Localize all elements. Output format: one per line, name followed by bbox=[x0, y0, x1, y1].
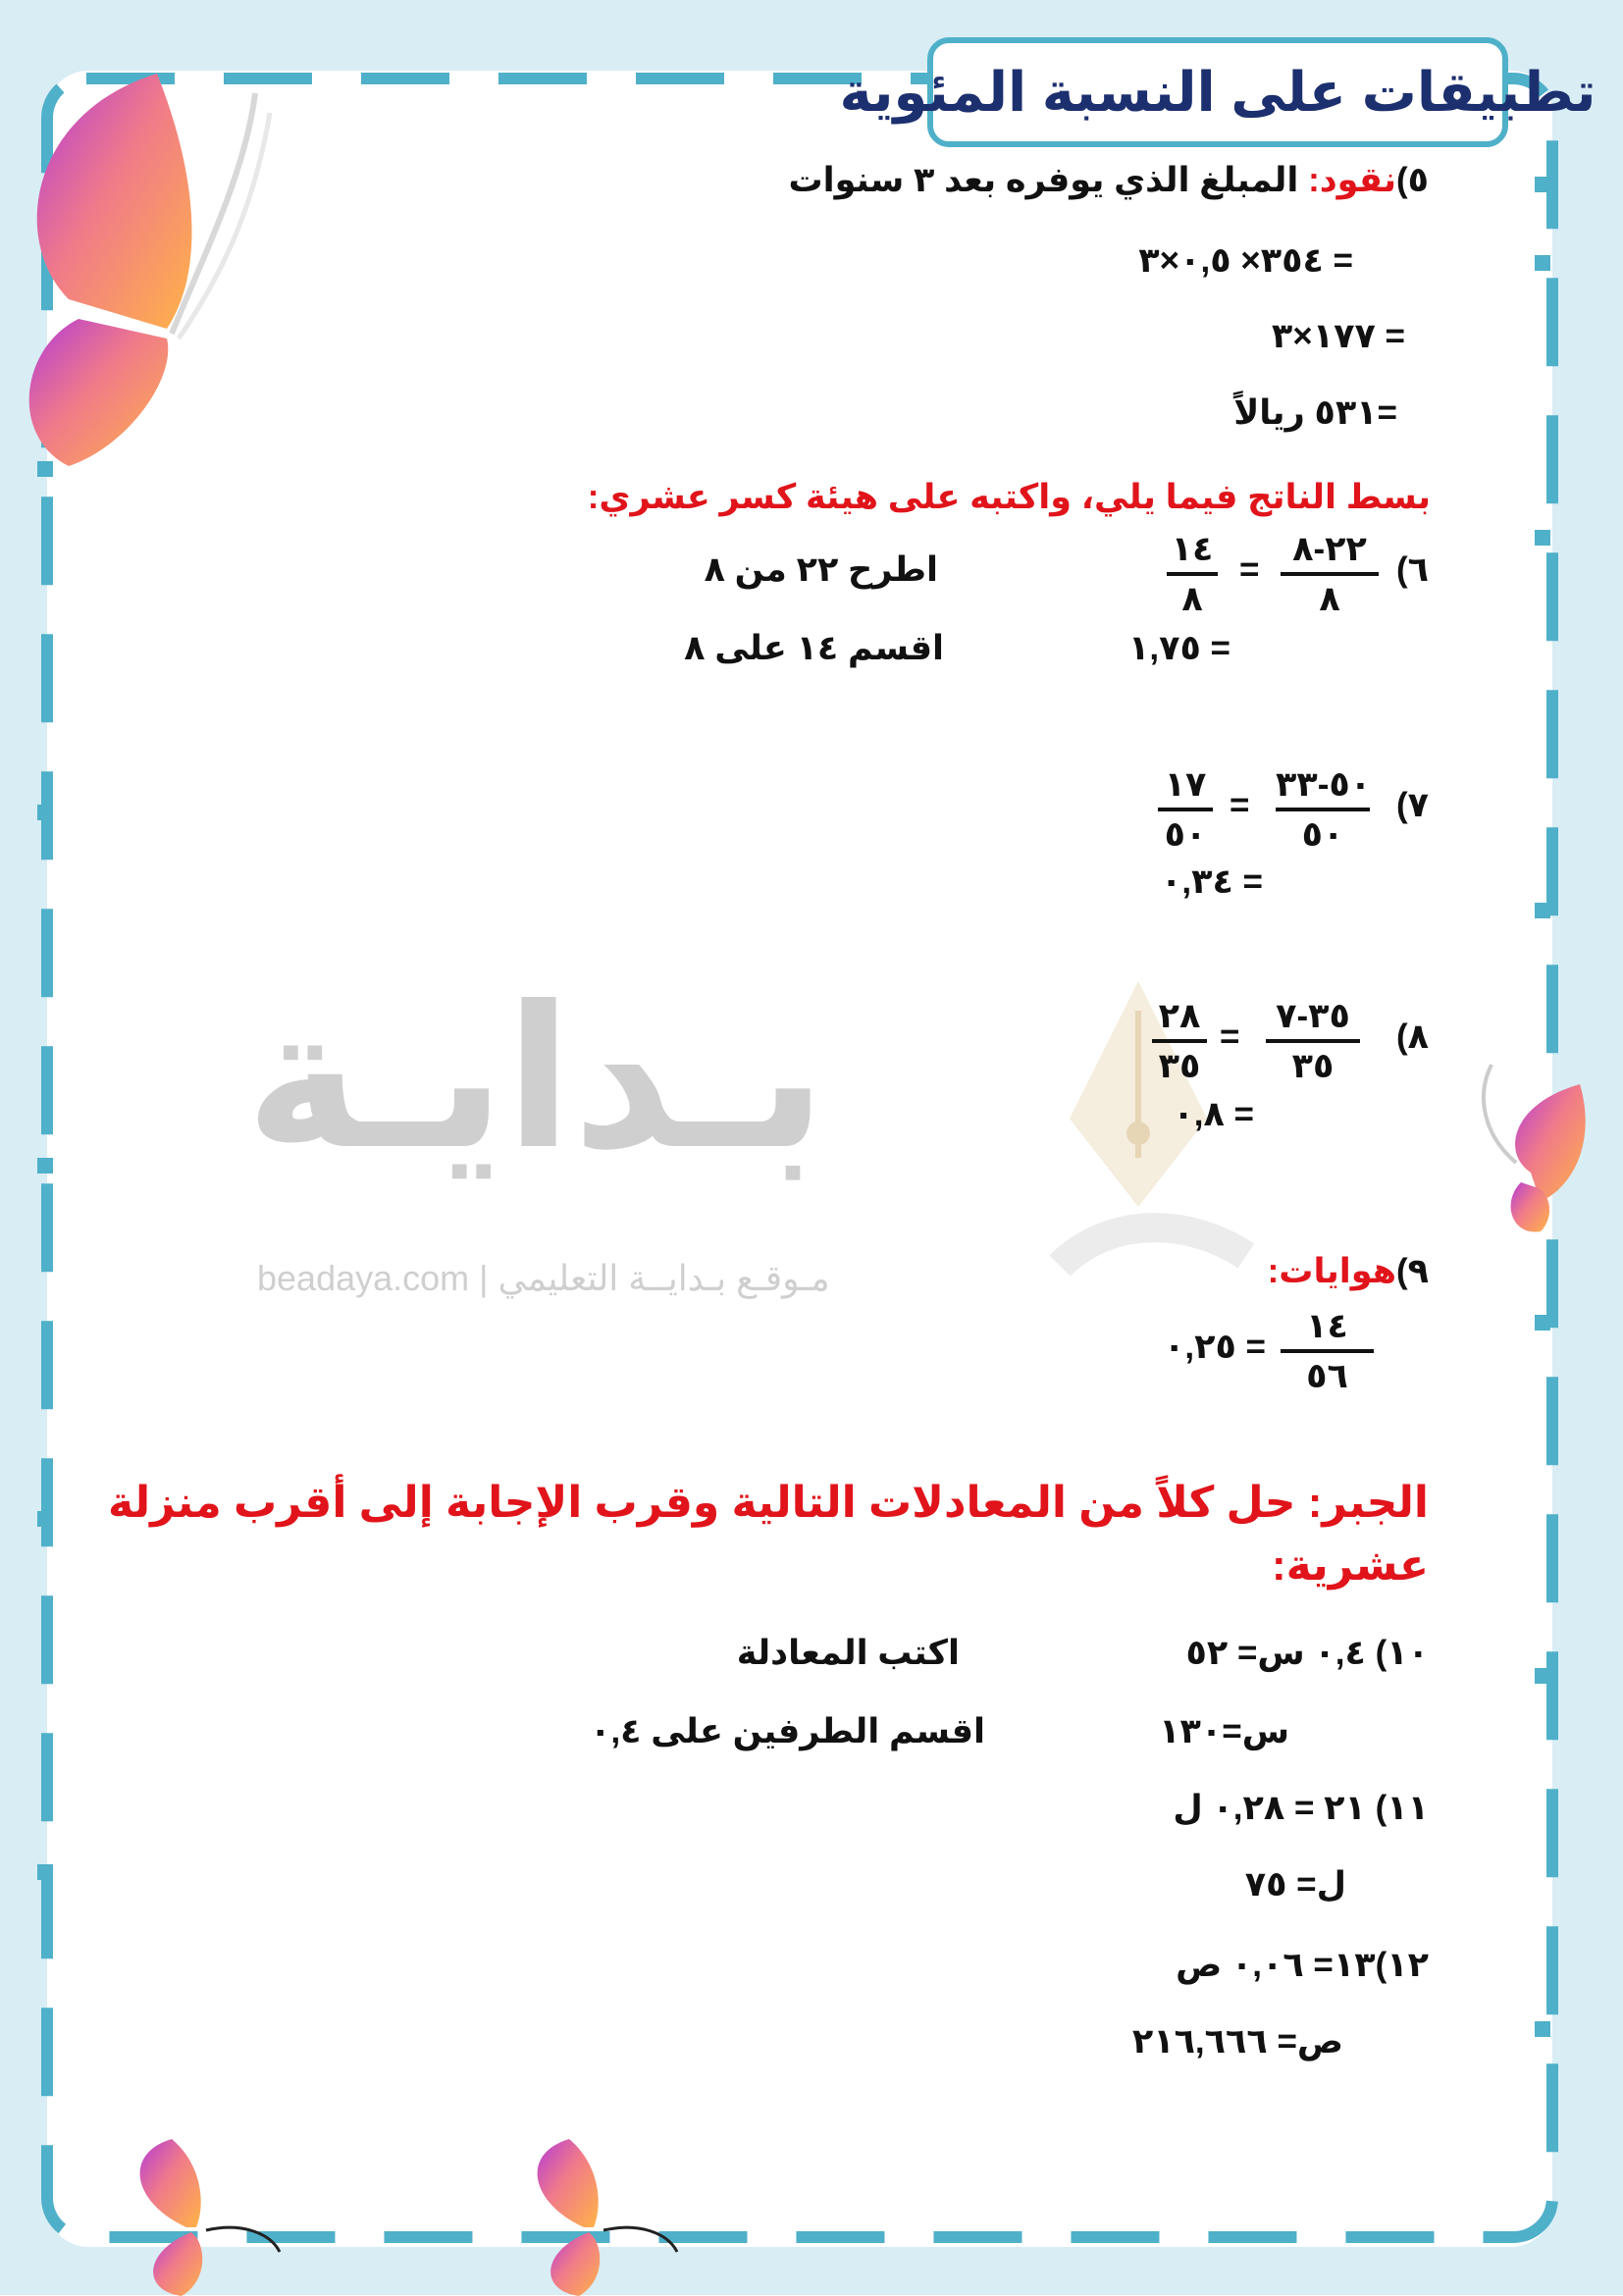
q7-number: ٧) bbox=[1395, 786, 1429, 824]
q9-line bbox=[1268, 1251, 1429, 1292]
q10-answer: س=١٣٠ bbox=[1159, 1712, 1289, 1750]
q6-fraction-1: ٢٢-٨ ٨ bbox=[1281, 532, 1379, 616]
butterfly-icon bbox=[1462, 1055, 1599, 1241]
q8-result: = ٠,٨ bbox=[1173, 1095, 1254, 1133]
q5-step1: = ٣٥٤× ٠,٥×٣ bbox=[1138, 241, 1353, 280]
q10-equation: ١٠) ٠,٤ س= ٥٢ bbox=[1185, 1634, 1429, 1672]
q7-equals: = bbox=[1230, 786, 1250, 824]
q8-equals: = bbox=[1220, 1018, 1240, 1056]
title-box bbox=[839, 37, 1597, 147]
butterfly-icon bbox=[10, 54, 275, 466]
q6-equals: = bbox=[1239, 550, 1260, 589]
q5-step2: = ١٧٧×٣ bbox=[1271, 317, 1405, 355]
q6-number: ٦) bbox=[1395, 550, 1429, 589]
butterfly-icon bbox=[510, 2134, 682, 2296]
algebra-heading-line1: الجبر: حل كلاً من المعادلات التالية وقرب الإجابة إلى أقرب منزلة bbox=[107, 1479, 1429, 1527]
q5-number: ٥) bbox=[1395, 161, 1429, 199]
q8-fraction-1: ٣٥-٧ ٣٥ bbox=[1266, 999, 1360, 1083]
q12-equation: ١٢)١٣= ٠,٠٦ ص bbox=[1176, 1946, 1429, 1984]
q9-keyword: هوايات: bbox=[1267, 1252, 1396, 1290]
butterfly-icon bbox=[113, 2134, 285, 2296]
q7-fraction-2: ١٧ ٥٠ bbox=[1146, 767, 1225, 852]
q9-result: = ٠,٢٥ bbox=[1164, 1328, 1266, 1366]
q8-fraction-2: ٢٨ ٣٥ bbox=[1140, 999, 1219, 1083]
q8-number: ٨) bbox=[1395, 1018, 1429, 1056]
algebra-heading-line2: عشرية: bbox=[1271, 1541, 1429, 1590]
q6-note2: اقسم ١٤ على ٨ bbox=[684, 629, 944, 667]
q9-fraction: ١٤ ٥٦ bbox=[1281, 1309, 1374, 1393]
q5-line bbox=[788, 160, 1429, 201]
q11-answer: ل= ٧٥ bbox=[1244, 1865, 1346, 1904]
q12-answer: ص= ٢١٦,٦٦٦ bbox=[1131, 2022, 1343, 2061]
q7-fraction-1: ٥٠-٣٣ ٥٠ bbox=[1276, 765, 1372, 854]
q9-number: ٩) bbox=[1395, 1252, 1429, 1290]
q11-equation: ١١) ٢١ = ٠,٢٨ ل bbox=[1173, 1789, 1429, 1827]
q5-text: المبلغ الذي يوفره بعد ٣ سنوات bbox=[788, 161, 1309, 199]
q10-note2: اقسم الطرفين على ٠,٤ bbox=[590, 1712, 985, 1750]
q7-result: = ٠,٣٤ bbox=[1161, 862, 1263, 901]
simplify-heading: بسط الناتج فيما يلي، واكتبه على هيئة كسر عشري: bbox=[587, 478, 1431, 516]
q5-step3: =٥٣١ ريالاً bbox=[1233, 393, 1397, 432]
watermark-caption: مـوقـع بـدايــة التعليمي | beadaya.com bbox=[257, 1258, 830, 1298]
q6-note1: اطرح ٢٢ من ٨ bbox=[704, 550, 938, 589]
q5-keyword: نقود: bbox=[1308, 161, 1396, 199]
q6-fraction-2: ١٤ ٨ bbox=[1153, 532, 1231, 616]
watermark-logo: بـدايـة bbox=[245, 969, 827, 1188]
q10-note1: اكتب المعادلة bbox=[736, 1634, 960, 1672]
page-title: تطبيقات على النسبة المئوية bbox=[839, 61, 1597, 123]
q6-result: = ١,٧٥ bbox=[1128, 629, 1230, 667]
